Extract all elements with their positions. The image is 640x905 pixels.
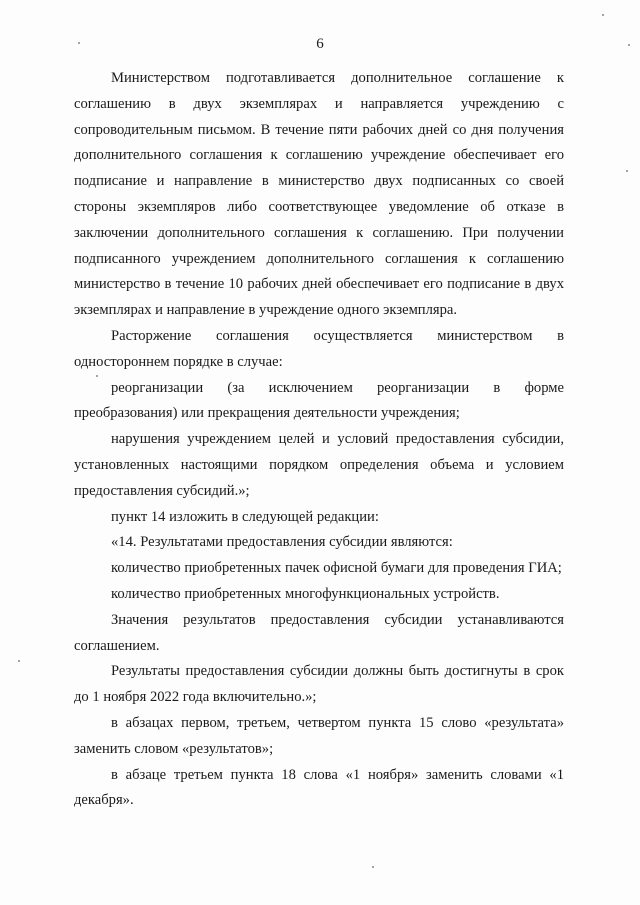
paragraph-item-14-results: «14. Результатами предоставления субсидии являются: bbox=[111, 534, 453, 551]
scan-speck bbox=[96, 375, 98, 377]
paragraph-termination: Расторжение соглашения осуществляется министерством в одностороннем порядке в случае: bbox=[74, 327, 564, 370]
scan-speck bbox=[78, 42, 80, 44]
paragraph-violation: нарушения учреждением целей и условий предоставления субсидии, установленных настоящими порядком определения объема и условием предоставления субсидий.»; bbox=[74, 431, 564, 499]
paragraph-deadline: Результаты предоставления субсидии должны быть достигнуты в срок до 1 ноября 2022 года включительно.»; bbox=[74, 663, 564, 706]
paragraph-agreement-procedure: Министерством подготавливается дополнительное соглашение к соглашению в двух экземплярах и направляется учреждению с сопроводительным письмом. В течение пяти рабочих дней со дня получения дополнительного соглашения к соглашению учреждение обеспечивает его подписание и направление в министерство двух подписанных со своей стороны экземпляров либо соответствующее уведомление об отказе в заключении дополнительного соглашения к соглашению. При получении подписанного учреждением дополнительного соглашения к соглашению министерство в течение 10 рабочих дней обеспечивает его подписание в двух экземплярах и направление в учреждение одного экземпляра. bbox=[74, 70, 564, 319]
paragraph-item-18-change: в абзаце третьем пункта 18 слова «1 ноября» заменить словами «1 декабря». bbox=[74, 766, 564, 809]
page-number: 6 bbox=[316, 36, 324, 52]
document-body bbox=[74, 66, 564, 814]
paragraph-item-14-intro: пункт 14 изложить в следующей редакции: bbox=[111, 508, 379, 525]
paragraph-mfd-count: количество приобретенных многофункциональных устройств. bbox=[111, 585, 500, 602]
scan-speck bbox=[18, 660, 20, 662]
scan-speck bbox=[628, 44, 630, 46]
paragraph-item-15-change: в абзацах первом, третьем, четвертом пункта 15 слово «результата» заменить словом «результатов»; bbox=[74, 714, 564, 757]
paragraph-paper-count: количество приобретенных пачек офисной бумаги для проведения ГИА; bbox=[111, 560, 562, 577]
scan-speck bbox=[626, 170, 628, 172]
paragraph-reorganization: реорганизации (за исключением реорганизации в форме преобразования) или прекращения деятельности учреждения; bbox=[74, 379, 564, 422]
paragraph-result-values: Значения результатов предоставления субсидии устанавливаются соглашением. bbox=[74, 611, 564, 654]
scan-speck bbox=[372, 866, 374, 868]
scan-speck bbox=[602, 14, 604, 16]
